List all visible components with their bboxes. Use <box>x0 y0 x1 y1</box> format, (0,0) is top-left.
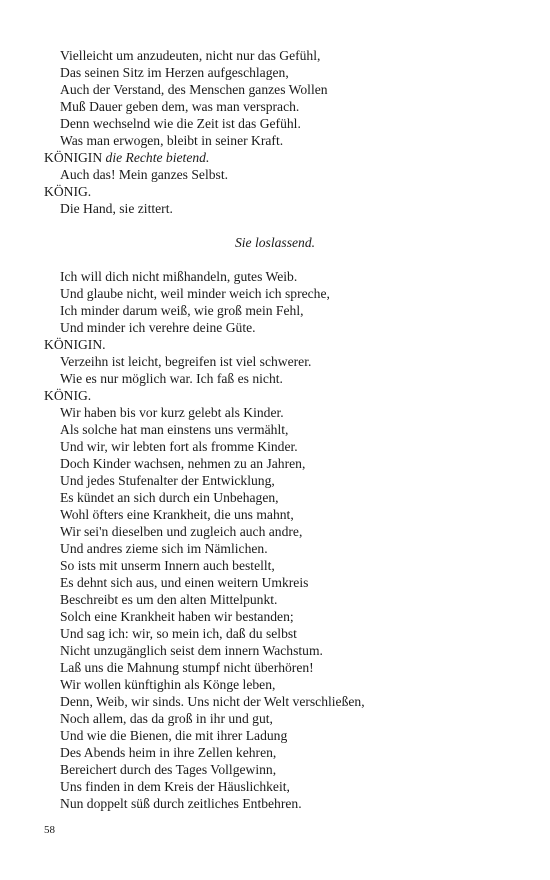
verse-line: Auch das! Mein ganzes Selbst. <box>60 167 228 182</box>
verse-line: Nicht unzugänglich seist dem innern Wachstum. <box>60 643 323 658</box>
verse-line: Ich minder darum weiß, wie groß mein Fehl, <box>60 303 304 318</box>
verse-line: Vielleicht um anzudeuten, nicht nur das Gefühl, <box>60 48 321 63</box>
verse-line: Als solche hat man einstens uns vermählt, <box>60 422 289 437</box>
verse-line: Uns finden in dem Kreis der Häuslichkeit, <box>60 779 290 794</box>
verse-line: Solch eine Krankheit haben wir bestanden; <box>60 609 294 624</box>
verse-line: Und jedes Stufenalter der Entwicklung, <box>60 473 275 488</box>
verse-line: Verzeihn ist leicht, begreifen ist viel schwerer. <box>60 354 312 369</box>
verse-line: Doch Kinder wachsen, nehmen zu an Jahren, <box>60 456 306 471</box>
verse-line: Noch allem, das da groß in ihr und gut, <box>60 711 273 726</box>
verse-line: Nun doppelt süß durch zeitliches Entbehren. <box>60 796 302 811</box>
verse-line: Auch der Verstand, des Menschen ganzes Wollen <box>60 82 328 97</box>
stage-direction-centered: Sie loslassend. <box>234 235 316 250</box>
verse-line: Laß uns die Mahnung stumpf nicht überhören! <box>60 660 314 675</box>
verse-line: Die Hand, sie zittert. <box>60 201 173 216</box>
stage-direction: die Rechte bietend. <box>105 150 210 165</box>
verse-line: Wir haben bis vor kurz gelebt als Kinder. <box>60 405 284 420</box>
verse-line: So ists mit unserm Innern auch bestellt, <box>60 558 275 573</box>
verse-line: Denn wechselnd wie die Zeit ist das Gefühl. <box>60 116 301 131</box>
verse-line: Wir wollen künftighin als Könge leben, <box>60 677 276 692</box>
page-number: 58 <box>44 824 55 836</box>
verse-line: Und sag ich: wir, so mein ich, daß du selbst <box>60 626 297 641</box>
verse-line: Was man erwogen, bleibt in seiner Kraft. <box>60 133 284 148</box>
verse-line: Wie es nur möglich war. Ich faß es nicht. <box>60 371 283 386</box>
verse-line: Das seinen Sitz im Herzen aufgeschlagen, <box>60 65 289 80</box>
verse-line: Und wir, wir lebten fort als fromme Kinder. <box>60 439 298 454</box>
verse-line: Es kündet an sich durch ein Unbehagen, <box>60 490 279 505</box>
speaker-name: KÖNIGIN <box>44 150 103 165</box>
verse-line: Und minder ich verehre deine Güte. <box>60 320 256 335</box>
verse-line: Und andres zieme sich im Nämlichen. <box>60 541 268 556</box>
verse-line: Beschreibt es um den alten Mittelpunkt. <box>60 592 278 607</box>
verse-line: Und wie die Bienen, die mit ihrer Ladung <box>60 728 288 743</box>
verse-line: Des Abends heim in ihre Zellen kehren, <box>60 745 277 760</box>
speaker-heading <box>44 149 209 166</box>
speaker-name: KÖNIG. <box>44 388 92 403</box>
verse-line: Muß Dauer geben dem, was man versprach. <box>60 99 300 114</box>
verse-line: Wohl öfters eine Krankheit, die uns mahnt, <box>60 507 294 522</box>
verse-line: Denn, Weib, wir sinds. Uns nicht der Welt verschließen, <box>60 694 365 709</box>
speaker-name: KÖNIGIN. <box>44 337 106 352</box>
verse-line: Ich will dich nicht mißhandeln, gutes Weib. <box>60 269 298 284</box>
verse-line: Wir sei'n dieselben und zugleich auch andre, <box>60 524 303 539</box>
verse-line: Bereichert durch des Tages Vollgewinn, <box>60 762 277 777</box>
verse-line: Es dehnt sich aus, und einen weitern Umkreis <box>60 575 309 590</box>
speaker-name: KÖNIG. <box>44 184 92 199</box>
verse-line: Und glaube nicht, weil minder weich ich spreche, <box>60 286 330 301</box>
